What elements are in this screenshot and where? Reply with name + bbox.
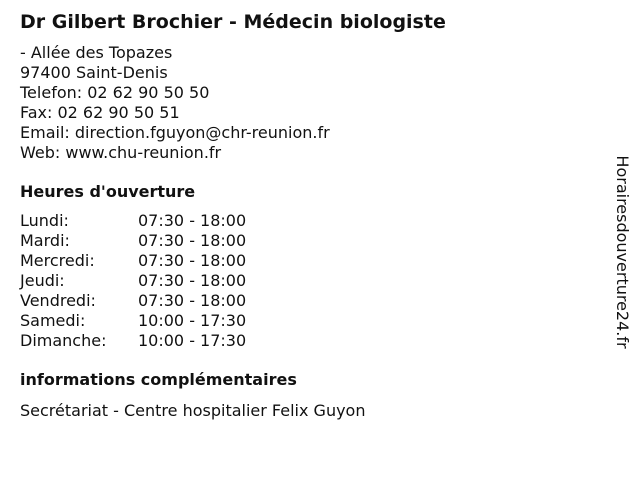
city-line: 97400 Saint-Denis bbox=[20, 63, 168, 82]
time-range: 07:30 - 18:00 bbox=[138, 291, 247, 310]
address-block bbox=[20, 43, 600, 163]
day-label: Mardi: bbox=[20, 231, 70, 250]
day-label: Dimanche: bbox=[20, 331, 107, 350]
hours-row-saturday bbox=[20, 311, 600, 331]
day-label: Lundi: bbox=[20, 211, 69, 230]
fax-line: Fax: 02 62 90 50 51 bbox=[20, 103, 180, 122]
time-range: 10:00 - 17:30 bbox=[138, 311, 247, 330]
brand-watermark: Horairesdouverture24.fr bbox=[613, 155, 632, 349]
time-range: 07:30 - 18:00 bbox=[138, 251, 247, 270]
info-heading: informations complémentaires bbox=[20, 370, 297, 389]
web-line: Web: www.chu-reunion.fr bbox=[20, 143, 222, 162]
time-range: 10:00 - 17:30 bbox=[138, 331, 247, 350]
hours-row-friday bbox=[20, 291, 600, 311]
day-label: Jeudi: bbox=[20, 271, 65, 290]
hours-row-thursday bbox=[20, 271, 600, 291]
time-range: 07:30 - 18:00 bbox=[138, 271, 247, 290]
hours-row-wednesday bbox=[20, 251, 600, 271]
day-label: Samedi: bbox=[20, 311, 86, 330]
day-label: Vendredi: bbox=[20, 291, 96, 310]
hours-row-monday bbox=[20, 211, 600, 231]
hours-heading: Heures d'ouverture bbox=[20, 182, 196, 201]
street-address: - Allée des Topazes bbox=[20, 43, 173, 62]
business-card bbox=[20, 8, 600, 423]
time-range: 07:30 - 18:00 bbox=[138, 231, 247, 250]
page-title: Dr Gilbert Brochier - Médecin biologiste bbox=[20, 11, 446, 33]
hours-table bbox=[20, 211, 600, 351]
time-range: 07:30 - 18:00 bbox=[138, 211, 247, 230]
hours-row-sunday bbox=[20, 331, 600, 351]
day-label: Mercredi: bbox=[20, 251, 95, 270]
email-line: Email: direction.fguyon@chr-reunion.fr bbox=[20, 123, 330, 142]
hours-row-tuesday bbox=[20, 231, 600, 251]
info-text: Secrétariat - Centre hospitalier Felix Guyon bbox=[20, 401, 366, 420]
phone-line: Telefon: 02 62 90 50 50 bbox=[20, 83, 210, 102]
